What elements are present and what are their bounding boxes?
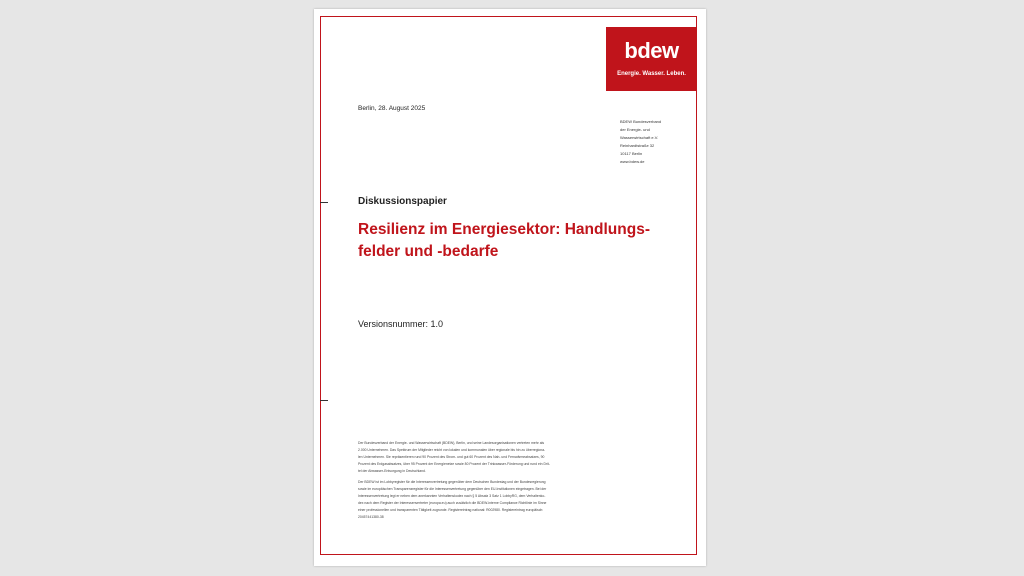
fold-mark-top xyxy=(320,202,328,203)
title-line: felder und -bedarfe xyxy=(358,243,499,260)
paragraph-line: sowie im europäischen Transparenzregister für die Interessenvertretung gegenüber den EU-Institutionen eingetragen. Bei der xyxy=(358,487,547,492)
paragraph-line: 2.000 Unternehmen. Das Spektrum der Mitglieder reicht von lokalen und kommunalen über regionale bis hin zu überregiona- xyxy=(358,448,546,453)
document-date: Berlin, 28. August 2025 xyxy=(358,105,426,112)
address-line: BDEW Bundesverband xyxy=(620,119,662,124)
bdew-logo xyxy=(606,27,697,91)
about-bdew-paragraph xyxy=(358,440,603,475)
paragraph-line: einer professionellen und transparenten Tätigkeit zugrunde. Registereintrag national: R002980. Registereintrag europäisch: xyxy=(358,508,544,513)
address-line: Reinhardtstraße 32 xyxy=(620,142,655,148)
paragraph-line: tel der Abwasser-Entsorgung in Deutschland. xyxy=(358,469,426,474)
logo-tagline: Energie. Wasser. Leben. xyxy=(617,71,686,77)
address-line: der Energie- und xyxy=(620,126,650,132)
paragraph-line: Interessenvertretung legt er neben dem anerkannten Verhaltenskodex nach § 5 Absatz 3 Satz 1 LobbyRG, dem Verhaltenko- xyxy=(358,494,546,499)
address-line: www.bdew.de xyxy=(620,158,645,164)
paragraph-line: 20457441380-38 xyxy=(358,515,384,520)
document-type: Diskussionspapier xyxy=(358,196,447,207)
document-page xyxy=(314,9,706,566)
fold-mark-bottom xyxy=(320,400,328,401)
paragraph-line: len Unternehmen. Sie repräsentieren rund 90 Prozent des Strom- und gut 60 Prozent des Nah- und Fernwärmeabsatzes, 90 xyxy=(358,455,545,460)
title-line: Resilienz im Energiesektor: Handlungs- xyxy=(358,221,650,238)
version-number: Versionsnummer: 1.0 xyxy=(358,319,444,329)
sender-address xyxy=(620,118,661,165)
logo-wordmark: bdew xyxy=(624,38,679,63)
address-line: 10117 Berlin xyxy=(620,150,643,156)
paragraph-line: Der Bundesverband der Energie- und Wasserwirtschaft (BDEW), Berlin, und seine Landesorganisationen vertreten mehr als xyxy=(358,441,545,445)
document-title xyxy=(358,219,678,263)
paragraph-line: dex nach dem Register der Interessenvertreter (europa.eu) auch zusätzlich die BDEW-interne Compliance Richtlinie im Sinne xyxy=(358,501,547,506)
lobby-register-paragraph xyxy=(358,479,603,522)
paragraph-line: Der BDEW ist im Lobbyregister für die Interessenvertretung gegenüber dem Deutschen Bundestag und der Bundesregierung xyxy=(358,480,546,484)
address-line: Wasserwirtschaft e.V. xyxy=(620,134,659,140)
paragraph-line: Prozent des Erdgasabsatzes, über 95 Prozent der Energienetze sowie 80 Prozent der Trinkwasser-Förderung und rund ein Drit- xyxy=(358,462,550,467)
